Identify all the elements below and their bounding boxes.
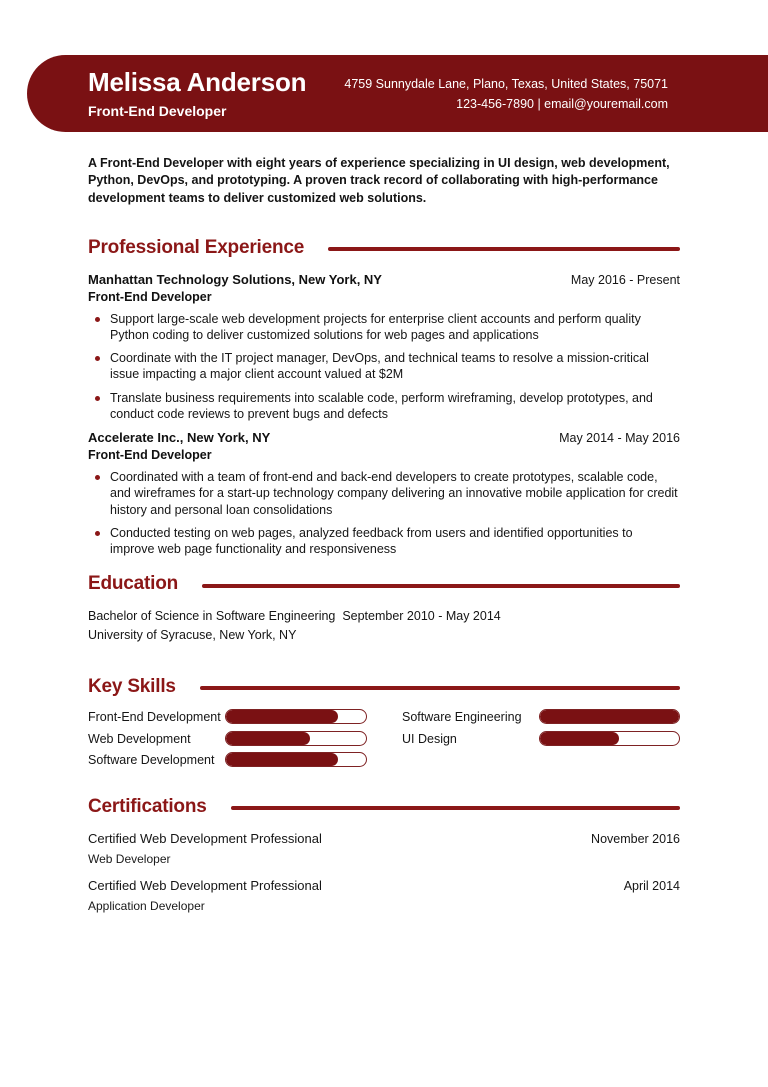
certification-header-line [88, 878, 680, 893]
education-section-header [88, 573, 680, 596]
job-company: Manhattan Technology Solutions, New York, NY [88, 271, 382, 287]
certification-title: Certified Web Development Professional [88, 830, 322, 846]
bullet-dot-icon [95, 317, 100, 322]
address-line: 4759 Sunnydale Lane, Plano, Texas, United States, 75071 [344, 76, 668, 91]
job-bullet-list [88, 311, 680, 423]
skills-section [88, 676, 680, 769]
skills-grid [88, 709, 680, 769]
education-section-title: Education [88, 573, 179, 595]
job-entry [88, 430, 680, 557]
job-header-line [88, 430, 680, 445]
experience-section [88, 237, 680, 558]
job-role: Front-End Developer [88, 289, 212, 304]
job-entry [88, 272, 680, 423]
education-section [88, 573, 680, 642]
section-divider-rule [231, 806, 680, 810]
skill-bar-track [539, 731, 680, 746]
skill-bar-track [225, 709, 367, 724]
job-header-line [88, 272, 680, 287]
person-name: Melissa Anderson [88, 66, 307, 97]
certification-date: November 2016 [591, 831, 680, 846]
skill-bar-track [225, 752, 367, 767]
job-dates: May 2016 - Present [570, 272, 680, 287]
skill-label: Software Development [88, 753, 215, 768]
job-bullet-list [88, 469, 680, 557]
skill-bar-fill [540, 732, 619, 745]
bullet-dot-icon [95, 396, 100, 401]
skill-label: Software Engineering [402, 709, 522, 724]
certification-header-line [88, 831, 680, 846]
skill-item [88, 731, 367, 748]
job-bullet [88, 525, 680, 558]
phone-email-line: 123-456-7890 | email@youremail.com [456, 96, 668, 111]
bullet-dot-icon [95, 531, 100, 536]
job-bullet-text: Conducted testing on web pages, analyzed feedback from users and identified opportunities to improve web page functionality and responsiveness [110, 525, 633, 557]
contact-block [344, 74, 668, 114]
header-band [27, 55, 768, 132]
certification-subtitle: Web Developer [88, 851, 171, 866]
bullet-dot-icon [95, 356, 100, 361]
education-school: University of Syracuse, New York, NY [88, 628, 297, 643]
job-bullet-text: Support large-scale web development projects for enterprise client accounts and perform quality Python coding to deliver customized solutions for web pages and applications [110, 311, 641, 342]
education-degree: Bachelor of Science in Software Engineering September 2010 - May 2014 [88, 609, 501, 624]
skill-bar-fill [226, 753, 338, 766]
skill-bar-track [539, 709, 680, 724]
job-company: Accelerate Inc., New York, NY [88, 430, 271, 446]
skill-item [402, 709, 680, 726]
job-bullet [88, 390, 680, 423]
resume-body [88, 155, 680, 913]
certifications-section-header [88, 796, 680, 819]
skill-bar-track [225, 731, 367, 746]
certification-subtitle: Application Developer [88, 898, 205, 913]
summary-text: A Front-End Developer with eight years of experience specializing in UI design, web development, Python, DevOps, and prototyping. A proven track record of collaborating with high-performance development teams to deliver customized web solutions. [88, 156, 670, 205]
experience-section-title: Professional Experience [88, 236, 305, 258]
skills-section-title: Key Skills [88, 676, 176, 698]
certification-entry [88, 878, 680, 913]
job-bullet-text: Coordinated with a team of front-end and back-end developers to create prototypes, scalable code, and wireframes for a start-up technology company delivering an innovative mobile application for credit history and personal loan consolidations [110, 470, 678, 517]
bullet-dot-icon [95, 475, 100, 480]
job-dates: May 2014 - May 2016 [559, 431, 680, 446]
certification-date: April 2014 [623, 878, 680, 893]
job-bullet [88, 350, 680, 383]
job-bullet-text: Coordinate with the IT project manager, DevOps, and technical teams to resolve a mission-critical issue impacting a major client account valued at $2M [110, 351, 649, 382]
skill-bar-fill [226, 710, 338, 723]
identity-block [88, 68, 306, 120]
job-bullet-text: Translate business requirements into scalable code, perform wireframing, develop prototypes, and conduct code reviews to prevent bugs and defects [110, 390, 653, 421]
skill-item [88, 752, 367, 769]
certifications-section-title: Certifications [88, 795, 207, 817]
skill-label: Front-End Development [88, 709, 221, 724]
skill-bar-fill [540, 710, 679, 723]
section-divider-rule [202, 584, 680, 588]
job-role: Front-End Developer [88, 448, 212, 463]
skill-item-empty [402, 752, 680, 769]
person-title: Front-End Developer [88, 103, 227, 120]
certifications-section [88, 796, 680, 913]
certification-title: Certified Web Development Professional [88, 877, 322, 893]
skill-bar-fill [226, 732, 310, 745]
certification-entry [88, 831, 680, 866]
skill-item [88, 709, 367, 726]
skill-label: Web Development [88, 731, 191, 746]
section-divider-rule [328, 247, 680, 251]
job-bullet [88, 311, 680, 344]
skill-item [402, 731, 680, 748]
section-divider-rule [200, 686, 680, 690]
job-bullet [88, 469, 680, 518]
experience-section-header [88, 237, 680, 260]
skills-section-header [88, 676, 680, 699]
skill-label: UI Design [402, 731, 457, 746]
